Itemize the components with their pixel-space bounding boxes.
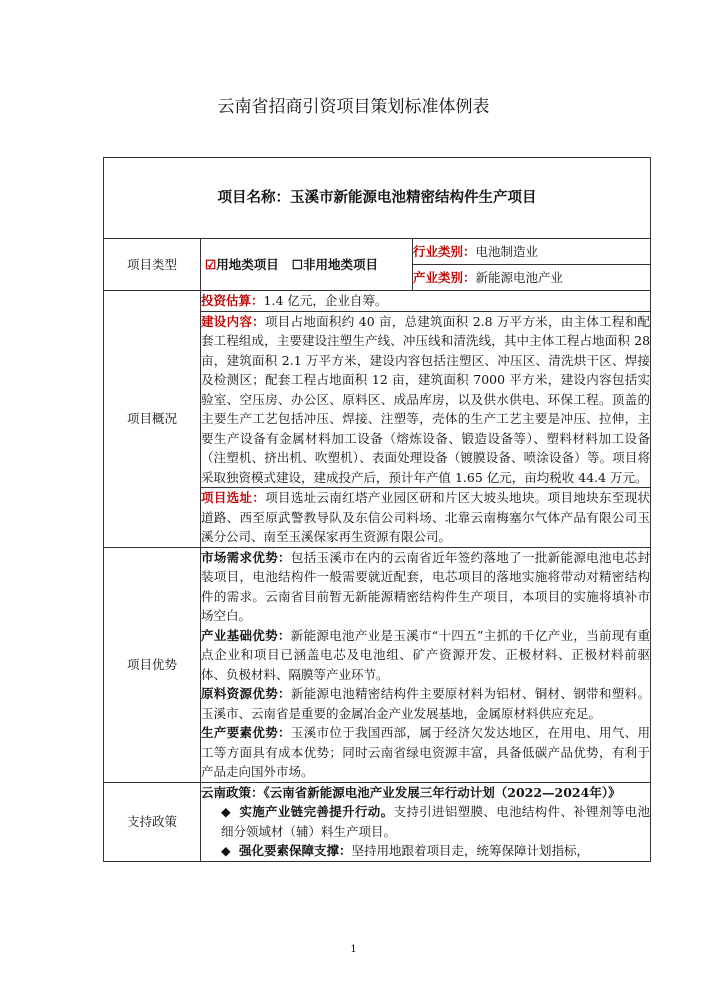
site-cell [201, 488, 651, 548]
type-options [201, 239, 413, 291]
investment-cell [201, 291, 651, 312]
content-cell [201, 311, 651, 488]
investment-label: 投资估算： [201, 293, 264, 308]
advantage-label: 生产要素优势： [201, 725, 291, 740]
land-checkbox-icon[interactable]: ☑ [205, 256, 217, 272]
advantage-text: 新能源电池产业是玉溪市“十四五”主抓的千亿产业，当前现有重点企业和项目已涵盖电芯及电池组、矿产资源开发、正极材料、正极材料前驱体、负极材料、隔膜等产业环节。 [201, 627, 651, 682]
policy-heading: 云南政策：《云南省新能源电池产业发展三年行动计划（2022—2024年）》 [201, 784, 621, 800]
advantages-cell [201, 547, 651, 782]
advantage-text: 新能源电池精密结构件主要原材料为铝材、铜材、钢带和塑料。玉溪市、云南省是重要的金属冶金产业发展基地，金属原材料供应充足。 [201, 686, 651, 721]
policy-item-label: 强化要素保障支撑： [239, 843, 352, 858]
policy-item-text: 坚持用地跟着项目走，统筹保障计划指标， [351, 843, 590, 858]
advantage-label: 原料资源优势： [201, 686, 291, 701]
content-label: 建设内容： [201, 313, 265, 329]
industry-label: 行业类别： [413, 244, 476, 259]
policy-item-label: 实施产业链完善提升行动。 [239, 804, 394, 819]
investment-text: 1.4 亿元，企业自筹。 [263, 293, 388, 308]
advantage-text: 玉溪市位于我国西部，属于经济欠发达地区，在用电、用气、用工等方面具有成本优势；同时云南省绿电资源丰富，具备低碳产品优势，有利于产品走向国外市场。 [201, 725, 651, 779]
advantage-text: 包括玉溪市在内的云南省近年签约落地了一批新能源电池电芯封装项目，电池结构件一般需要就近配套，电芯项目的落地实施将带动对精密结构件的需求。云南省目前暂无新能源精密结构件生产项目，本项目的实施将填补市场空白。 [201, 549, 651, 623]
policy-label: 支持政策 [104, 782, 201, 861]
sector-cell [413, 265, 651, 291]
advantage-item [201, 684, 650, 723]
project-name: 项目名称：玉溪市新能源电池精密结构件生产项目 [104, 158, 651, 239]
advantage-item [201, 723, 650, 782]
content-text: 项目占地面积约 40 亩，总建筑面积 2.8 万平方米，由主体工程和配套工程组成，主要建设注塑生产线、冲压线和清洗线，其中主体工程占地面积 28 亩，建筑面积 2.1 万平方米，建设内容包括注塑区、冲压区、清洗烘干区、焊接及检测区；配套工程占地面积 12 亩，建筑面积 7000 平方米，建设内容包括实验室、空压房、办公区、原料区、成品库房，以及供水供电、环保工程。顶盖的主要生产工艺包括冲压、焊接、注塑等，壳体的生产工艺主要是冲压、拉伸，主要生产设备有金属材料加工设备（熔炼设备、锻造设备等）、塑料材料加工设备（注塑机、挤出机、吹塑机）、表面处理设备（镀膜设备、喷涂设备）等。项目将采取独资模式建设，建成投产后，预计年产值 1.65 亿元，亩均税收 44.4 万元。 [201, 313, 651, 485]
sector-label: 产业类别： [413, 270, 476, 285]
site-text: 项目选址云南红塔产业园区研和片区大坡头地块。项目地块东至现状道路、西至原武警教导队及东信公司料场、北靠云南梅塞尔气体产品有限公司玉溪分公司、南至玉溪保家再生资源有限公司。 [201, 490, 651, 544]
diamond-bullet-icon: ◆ [221, 804, 231, 819]
advantage-label: 产业基础优势： [201, 627, 291, 643]
policy-item [201, 802, 650, 841]
site-label: 项目选址： [201, 490, 266, 505]
nonland-checkbox-icon[interactable]: ☐ [291, 256, 304, 272]
policy-cell [201, 782, 651, 861]
industry-value: 电池制造业 [475, 244, 539, 259]
advantage-item [201, 626, 650, 685]
policy-item [201, 841, 650, 861]
advantage-item [201, 548, 650, 626]
advantages-label: 项目优势 [104, 547, 201, 782]
advantage-label: 市场需求优势： [201, 549, 291, 565]
page-number: 1 [350, 944, 357, 955]
diamond-bullet-icon: ◆ [221, 843, 231, 858]
overview-label: 项目概况 [104, 291, 201, 548]
policy-item-text: 支持引进铝塑膜、电池结构件、补锂剂等电池细分领域材（辅）料生产项目。 [221, 804, 651, 839]
land-option-label: 用地类项目 [216, 256, 279, 272]
document-title: 云南省招商引资项目策划标准体例表 [217, 97, 490, 117]
industry-cell [413, 239, 651, 265]
nonland-option-label: 非用地类项目 [303, 256, 379, 272]
project-table [103, 157, 651, 862]
type-label: 项目类型 [104, 239, 201, 291]
sector-value: 新能源电池产业 [475, 270, 564, 285]
